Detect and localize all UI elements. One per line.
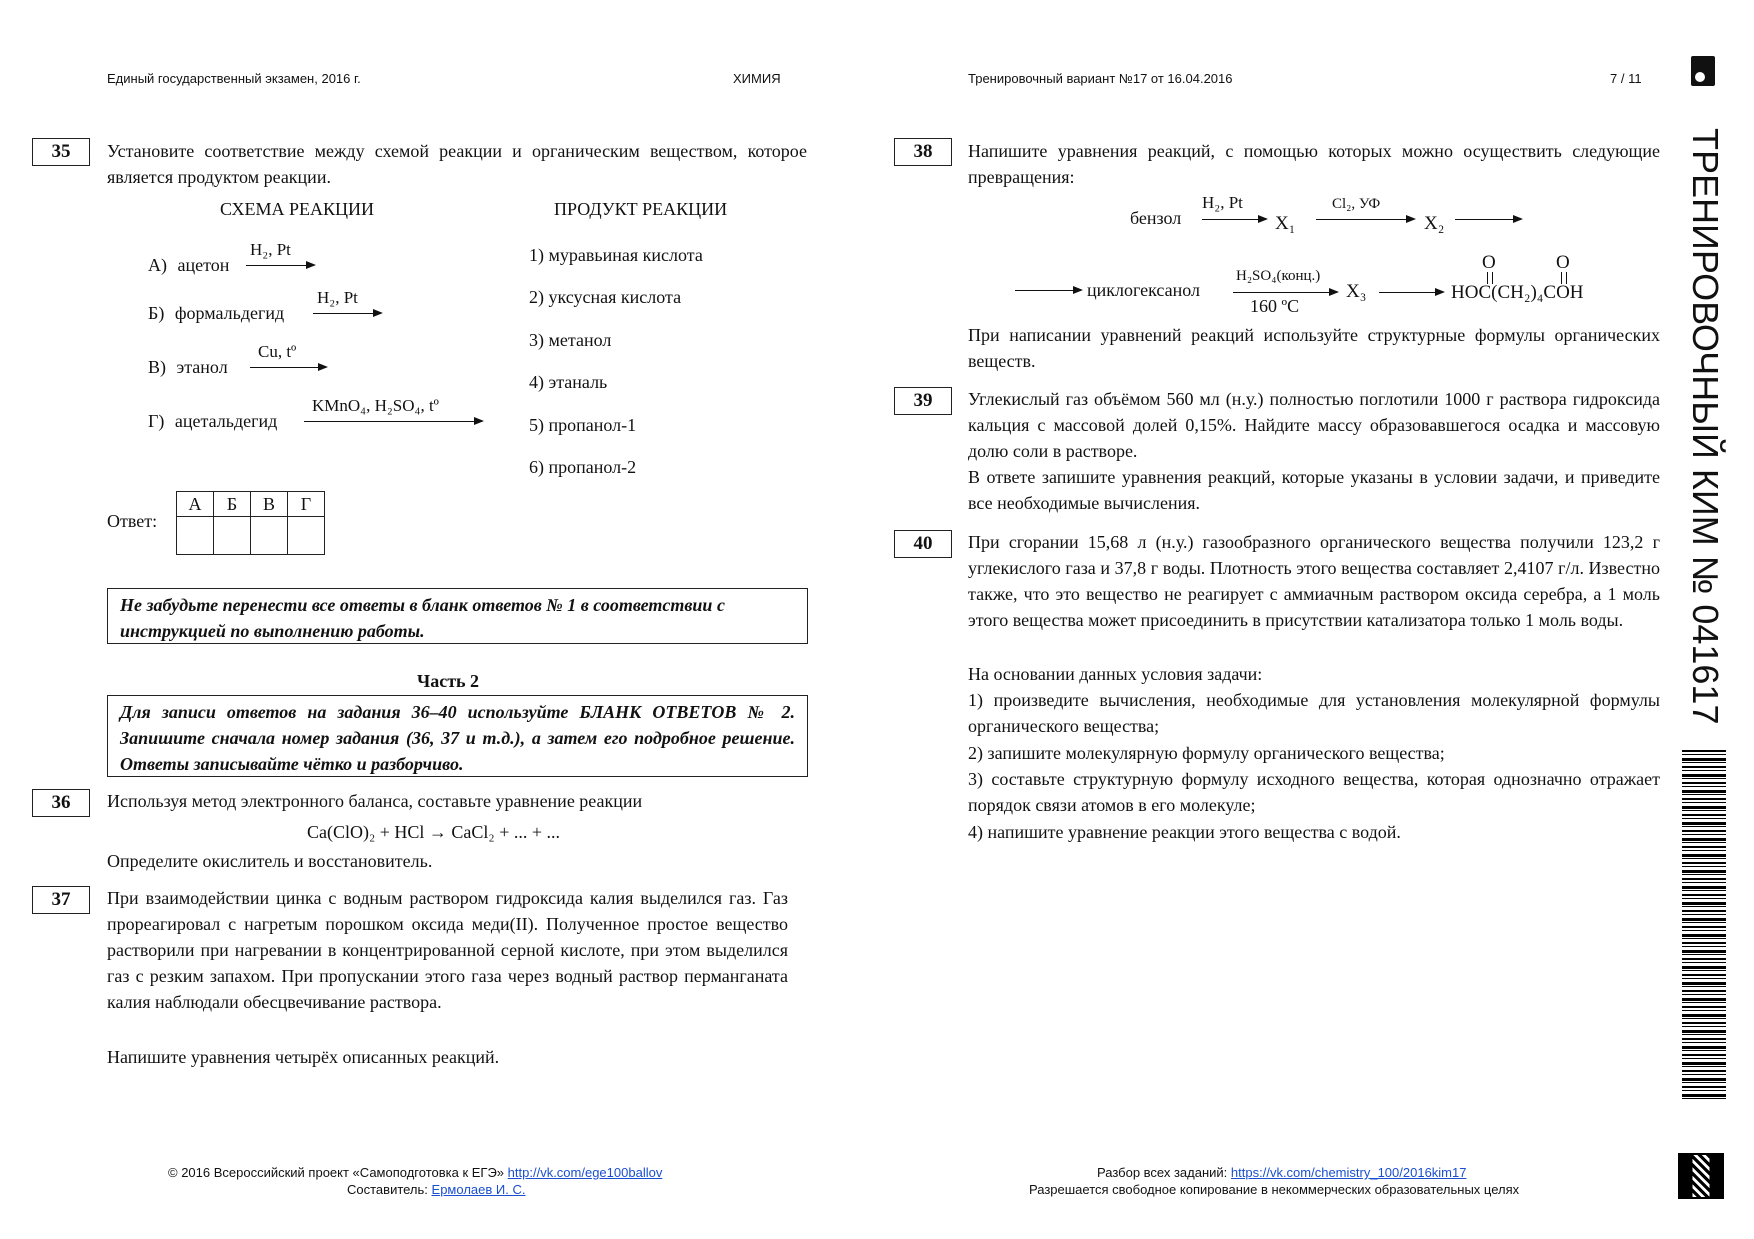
q39-text: Углекислый газ объёмом 560 мл (н.у.) полностью поглотили 1000 г раствора гидроксида кальция с массовой долей 0,15%. Найдите массу образовавшегося осадка и массовую долю соли в растворе.: [968, 389, 1660, 461]
footer-author-label: Составитель:: [347, 1182, 428, 1197]
footer-left-2: [347, 1182, 525, 1197]
answer-header-a: А: [177, 492, 214, 517]
qr-code: [1678, 1153, 1724, 1199]
answer-header-v: В: [251, 492, 288, 517]
carbonyl-o-2: O: [1556, 252, 1570, 273]
q36-equation: Ca(ClO)₂ + HCl → CaCl₂ + ... + ...: [307, 822, 561, 842]
header-variant: Тренировочный вариант №17 от 16.04.2016: [968, 71, 1233, 86]
product-3: 3) метанол: [529, 330, 612, 350]
question-number-36: 36: [32, 789, 90, 817]
scheme-b: [148, 300, 284, 326]
question-number-38: 38: [894, 138, 952, 166]
arrow: [246, 265, 314, 266]
arrow: [1455, 219, 1521, 220]
q40-item-2: 2) запишите молекулярную формулу органического вещества;: [968, 743, 1445, 763]
answer-cell-g[interactable]: [288, 517, 325, 555]
q40-item-4: 4) напишите уравнение реакции этого вещества с водой.: [968, 822, 1401, 842]
part2-title: Часть 2: [417, 671, 480, 691]
chain-x2: X₂: [1424, 213, 1445, 234]
footer-right-1: [1097, 1165, 1466, 1180]
scheme-b-condition: H₂, Pt: [317, 288, 358, 307]
scheme-label: Б): [148, 303, 165, 323]
scheme-v-condition: Cu, tº: [258, 342, 297, 361]
chain-benzene: бензол: [1130, 208, 1182, 228]
scheme-substance: ацетальдегид: [174, 411, 278, 431]
arrow: [1202, 219, 1266, 220]
product-1: 1) муравьиная кислота: [529, 245, 703, 265]
answer-header-b: Б: [214, 492, 251, 517]
answer-table: [176, 491, 325, 555]
product-2: 2) уксусная кислота: [529, 287, 682, 307]
scheme-substance: этанол: [176, 357, 228, 377]
q40-text: При сгорании 15,68 л (н.у.) газообразного органического вещества получили 123,2 г углекислого газа и 37,8 г воды. Плотность этого вещества составляет 2,4107 г/л. Известно также, что это вещество не реагирует с аммиачным раствором оксида серебра, а 1 моль этого вещества может присоединить в присутствии катализатора только 1 моль воды.: [968, 532, 1660, 630]
footer-analysis-label: Разбор всех заданий:: [1097, 1165, 1228, 1180]
scheme-label: Г): [148, 411, 165, 431]
answer-label: Ответ:: [107, 511, 158, 531]
product-4: 4) этаналь: [529, 372, 608, 392]
footer-left-1: [168, 1165, 662, 1180]
arrow: [1015, 290, 1081, 291]
question-number-40: 40: [894, 530, 952, 558]
scheme-g: [148, 408, 277, 434]
q36-text: Используя метод электронного баланса, составьте уравнение реакции: [107, 791, 643, 811]
chain-cond-1: H₂, Pt: [1202, 193, 1243, 212]
arrow: [250, 367, 326, 368]
adipic-acid-formula: HOC(CH₂)₄COH: [1451, 282, 1584, 303]
arrow: [1316, 219, 1414, 220]
q35-col-product-header: ПРОДУКТ РЕАКЦИИ: [554, 199, 728, 219]
scheme-label: В): [148, 357, 166, 377]
q39-text2: В ответе запишите уравнения реакций, которые указаны в условии задачи, и приведите все необходимые вычисления.: [968, 467, 1660, 513]
chain-cond-2: Cl₂, УФ: [1332, 196, 1381, 212]
header-page-number: 7 / 11: [1610, 71, 1642, 86]
header-subject: ХИМИЯ: [733, 71, 781, 86]
part2-note-box: Для записи ответов на задания 36–40 используйте БЛАНК ОТВЕТОВ № 2. Запишите сначала номер задания (36, 37 и т.д.), а затем его подробное решение. Ответы записывайте чётко и разборчиво.: [107, 695, 808, 777]
reminder-box: Не забудьте перенести все ответы в бланк ответов № 1 в соответствии с инструкцией по выполнению работы.: [107, 588, 808, 644]
q36-text2: Определите окислитель и восстановитель.: [107, 851, 433, 871]
scheme-v: [148, 354, 228, 380]
q37-text: При взаимодействии цинка с водным раствором гидроксида калия выделился газ. Газ прореагировал с нагретым порошком оксида меди(II). Полученное простое вещество растворили при нагревании в концентрированной серной кислоте, при этом выделился газ с резким запахом. При пропускании этого газа через водный раствор перманганата калия наблюдали обесцвечивание раствора.: [107, 888, 788, 1012]
scheme-a: [148, 252, 229, 278]
carbonyl-o-1: O: [1482, 252, 1496, 273]
product-6: 6) пропанол-2: [529, 457, 637, 477]
footer-author-link[interactable]: Ермолаев И. С.: [431, 1182, 526, 1197]
product-5: 5) пропанол-1: [529, 415, 637, 435]
q35-text: Установите соответствие между схемой реакции и органическим веществом, которое является продуктом реакции.: [107, 141, 807, 187]
footer-copyright: Разрешается свободное копирование в некоммерческих образовательных целях: [1029, 1182, 1520, 1197]
scheme-g-condition: KMnO₄, H₂SO₄, tº: [312, 396, 439, 415]
answer-cell-b[interactable]: [214, 517, 251, 555]
chain-cond-3: H₂SO₄(конц.): [1236, 268, 1321, 284]
chain-cond-3b: 160 ºC: [1250, 296, 1300, 316]
footer-analysis-link[interactable]: https://vk.com/chemistry_100/2016kim17: [1230, 1165, 1467, 1180]
page-corner-mark: [1691, 56, 1715, 86]
arrow: [1233, 292, 1337, 293]
answer-header-g: Г: [288, 492, 325, 517]
q40-item-3: 3) составьте структурную формулу исходного вещества, которая однозначно отражает порядок связи атомов в его молекуле;: [968, 769, 1660, 815]
q40-intro: На основании данных условия задачи:: [968, 664, 1263, 684]
scheme-substance: ацетон: [177, 255, 230, 275]
side-title: ТРЕНИРОВОЧНЫЙ КИМ № 041617: [1685, 128, 1726, 725]
arrow: [304, 421, 482, 422]
q38-text2: При написании уравнений реакций используйте структурные формулы органических веществ.: [968, 325, 1660, 371]
barcode: [1682, 750, 1726, 1100]
chain-x1: X₁: [1275, 213, 1296, 234]
arrow: [313, 313, 381, 314]
q35-col-scheme-header: СХЕМА РЕАКЦИИ: [220, 199, 375, 219]
footer-project: © 2016 Всероссийский проект «Самоподготовка к ЕГЭ»: [168, 1165, 505, 1180]
arrow: [1379, 292, 1443, 293]
answer-cell-v[interactable]: [251, 517, 288, 555]
question-number-35: 35: [32, 138, 90, 166]
q40-item-1: 1) произведите вычисления, необходимые для установления молекулярной формулы органического вещества;: [968, 690, 1660, 736]
chain-cyclohexanol: циклогексанол: [1087, 280, 1201, 300]
q37-text2: Напишите уравнения четырёх описанных реакций.: [107, 1047, 500, 1067]
scheme-label: А): [148, 255, 167, 275]
scheme-a-condition: H₂, Pt: [250, 240, 291, 259]
answer-cell-a[interactable]: [177, 517, 214, 555]
footer-project-link[interactable]: http://vk.com/ege100ballov: [507, 1165, 663, 1180]
q38-text: Напишите уравнения реакций, с помощью которых можно осуществить следующие превращения:: [968, 141, 1660, 187]
chain-x3: X₃: [1346, 281, 1367, 302]
scheme-substance: формальдегид: [174, 303, 285, 323]
header-exam: Единый государственный экзамен, 2016 г.: [107, 71, 361, 86]
question-number-37: 37: [32, 886, 90, 914]
question-number-39: 39: [894, 387, 952, 415]
side-title-container: [1683, 128, 1727, 725]
